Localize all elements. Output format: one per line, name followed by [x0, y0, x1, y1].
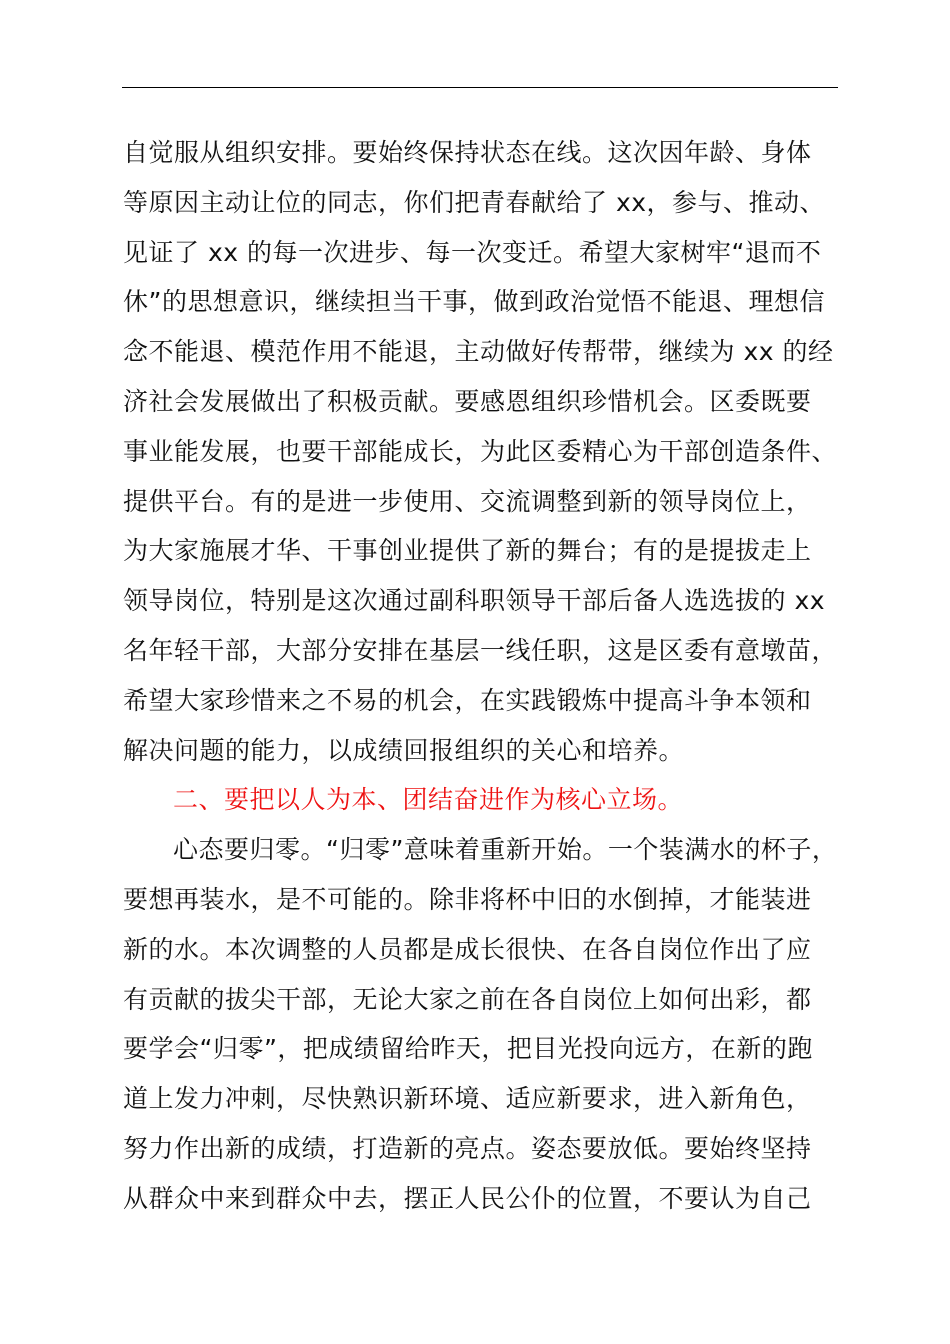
text-line: 道上发力冲刺，尽快熟识新环境、适应新要求，进入新角色， [123, 1084, 812, 1114]
text-line: 提供平台。有的是进一步使用、交流调整到新的领导岗位上， [123, 486, 812, 516]
text-line: 要想再装水，是不可能的。除非将杯中旧的水倒掉，才能装进 [123, 884, 812, 914]
text-line: 领导岗位，特别是这次通过副科职领导干部后备人选选拔的 xx [123, 586, 826, 616]
text-line: 解决问题的能力，以成绩回报组织的关心和培养。 [123, 735, 685, 765]
text-line: 休”的思想意识，继续担当干事，做到政治觉悟不能退、理想信 [123, 287, 825, 317]
text-line: 念不能退、模范作用不能退，主动做好传帮带，继续为 xx 的经 [123, 337, 834, 367]
text-line: 要学会“归零”，把成绩留给昨天，把目光投向远方，在新的跑 [123, 1034, 813, 1064]
header-rule [122, 87, 838, 88]
text-line: 努力作出新的成绩，打造新的亮点。姿态要放低。要始终坚持 [123, 1133, 812, 1163]
text-line: 事业能发展，也要干部能成长，为此区委精心为干部创造条件、 [123, 436, 838, 466]
text-line: 心态要归零。“归零”意味着重新开始。一个装满水的杯子， [173, 835, 838, 865]
text-line: 济社会发展做出了积极贡献。要感恩组织珍惜机会。区委既要 [123, 386, 812, 416]
text-line: 有贡献的拔尖干部，无论大家之前在各自岗位上如何出彩，都 [123, 984, 812, 1014]
text-line: 见证了 xx 的每一次进步、每一次变迁。希望大家树牢“退而不 [123, 237, 822, 267]
text-line: 为大家施展才华、干事创业提供了新的舞台；有的是提拔走上 [123, 536, 812, 566]
text-line: 新的水。本次调整的人员都是成长很快、在各自岗位作出了应 [123, 934, 812, 964]
document-body [123, 128, 863, 1224]
text-line: 自觉服从组织安排。要始终保持状态在线。这次因年龄、身体 [123, 138, 812, 167]
text-line: 名年轻干部，大部分安排在基层一线任职，这是区委有意墩苗， [123, 635, 838, 665]
section-heading: 二、要把以人为本、团结奋进作为核心立场。 [173, 785, 684, 815]
text-line: 从群众中来到群众中去，摆正人民公仆的位置，不要认为自己 [123, 1183, 812, 1213]
text-line: 希望大家珍惜来之不易的机会，在实践锻炼中提高斗争本领和 [123, 685, 812, 715]
text-line: 等原因主动让位的同志，你们把青春献给了 xx，参与、推动、 [123, 187, 826, 217]
